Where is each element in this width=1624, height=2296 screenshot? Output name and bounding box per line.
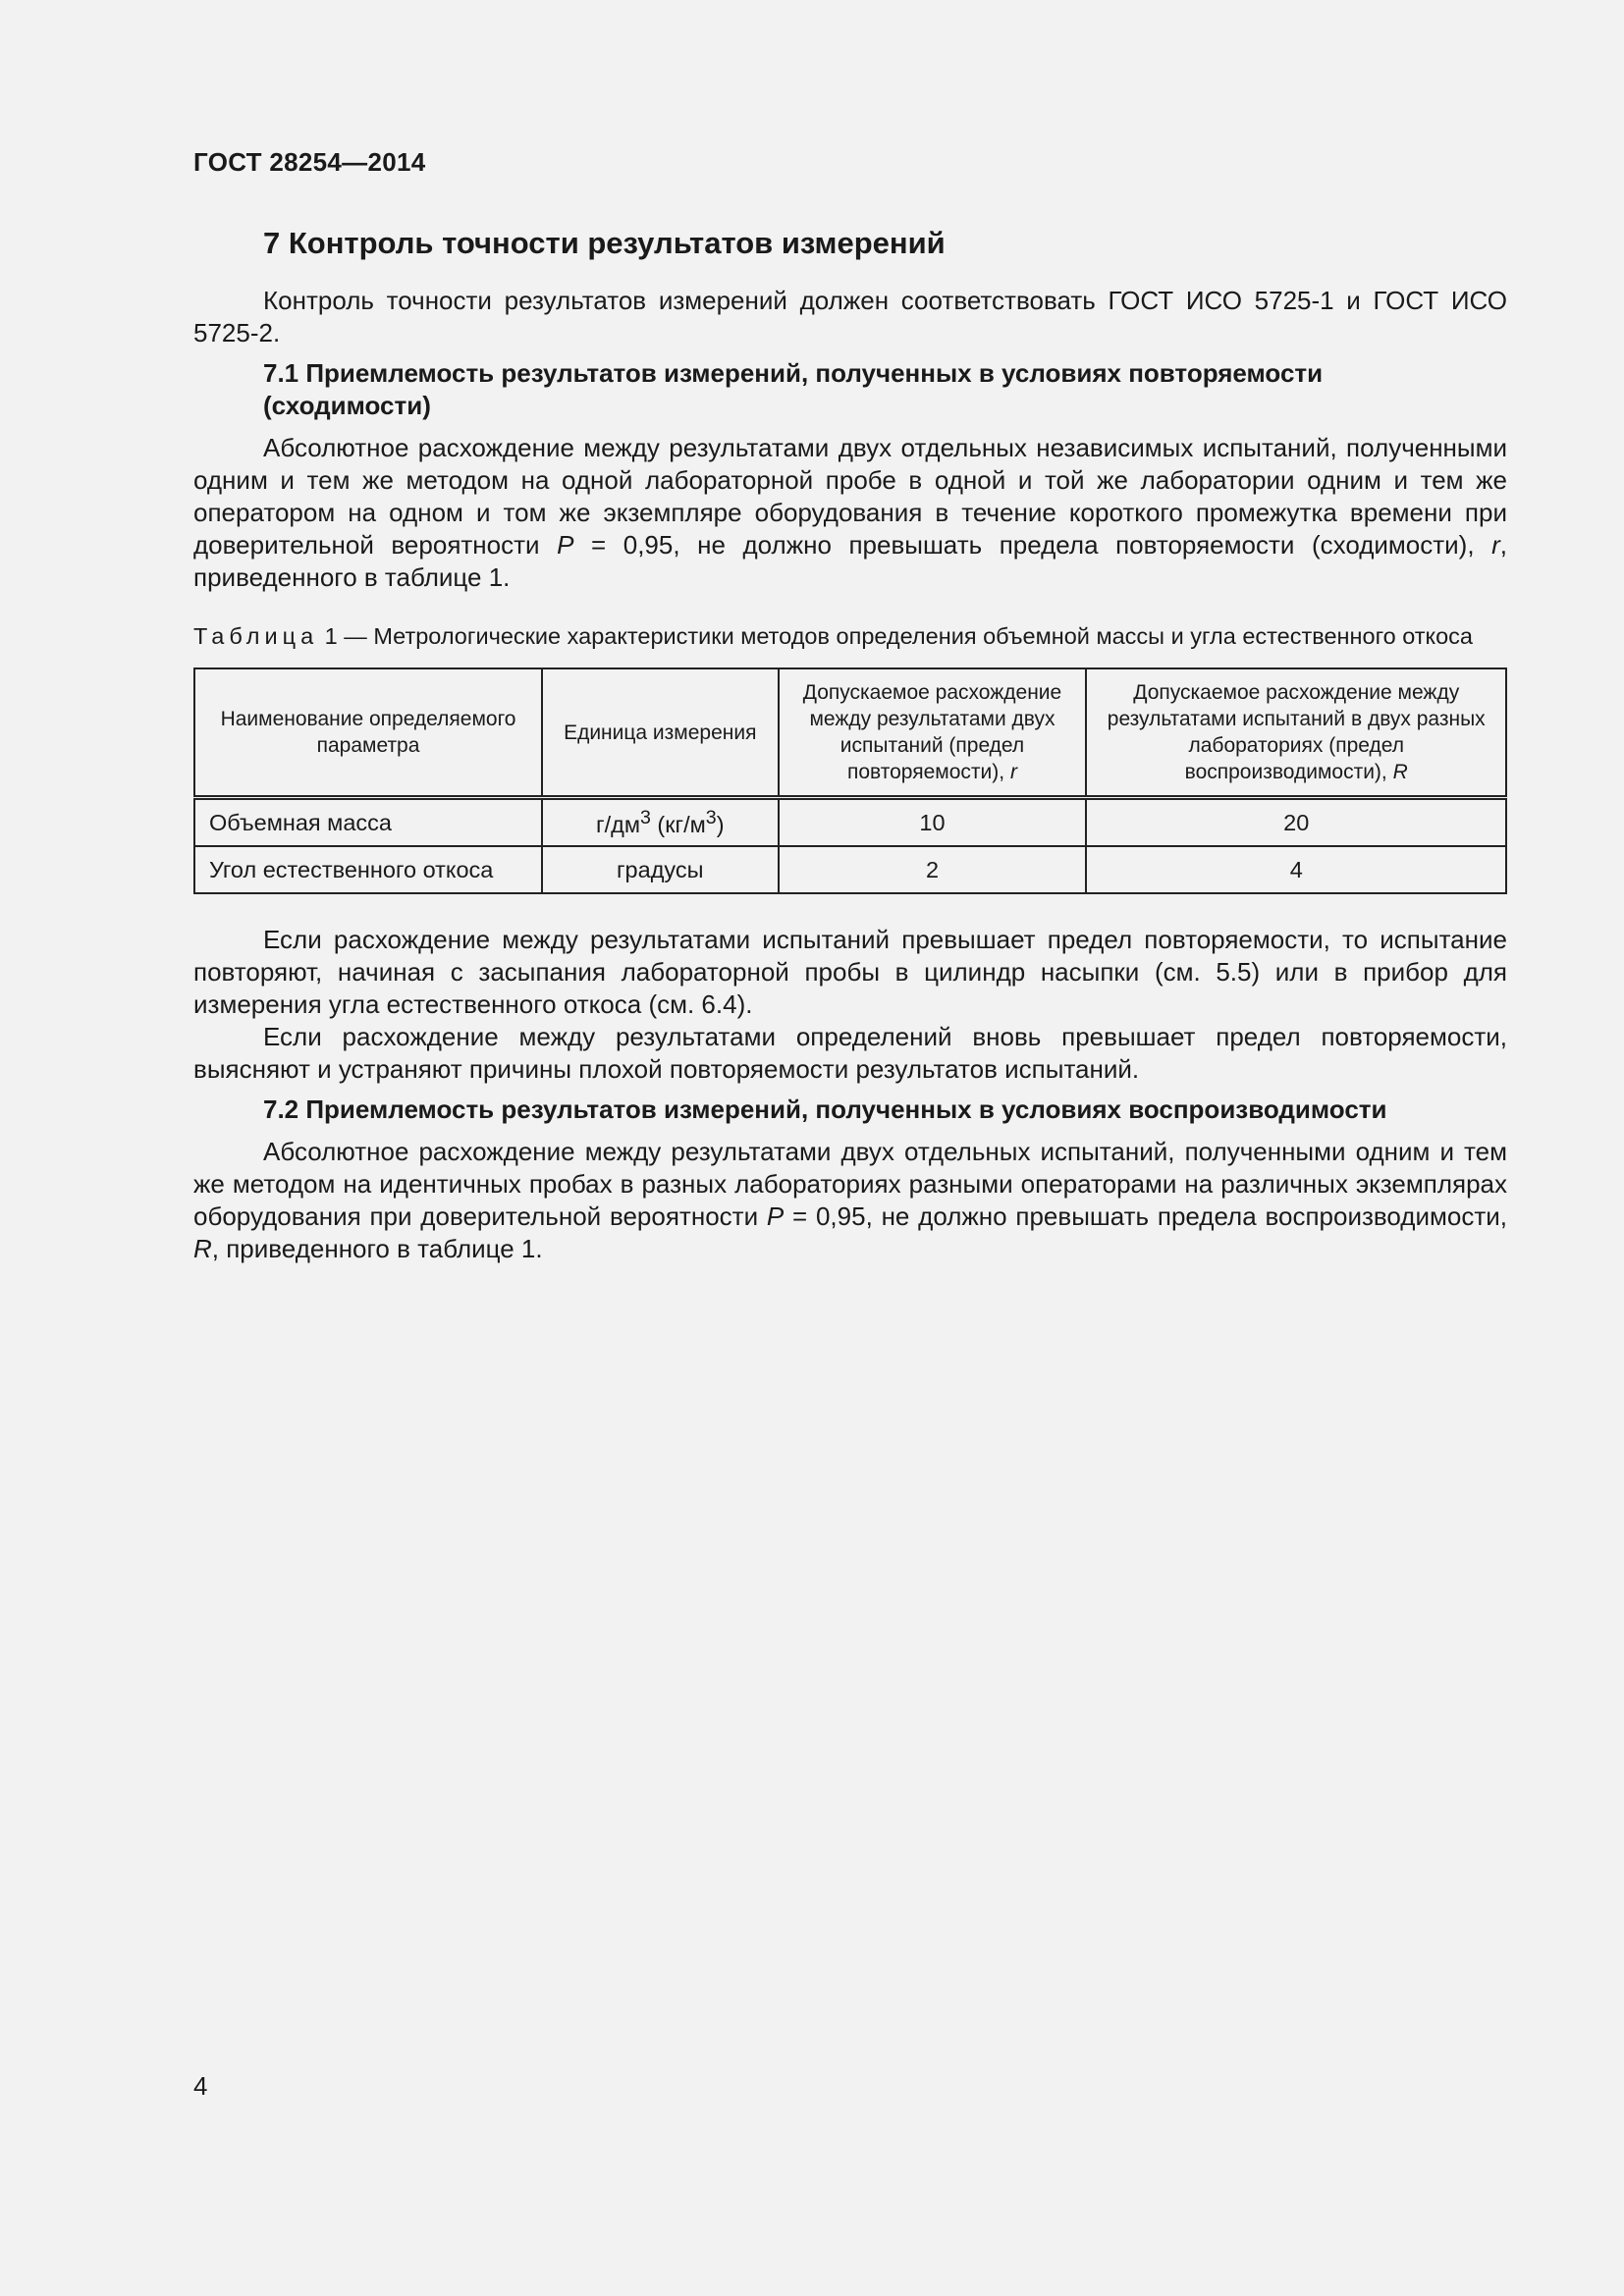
row-reproducibility: 4 [1086, 846, 1506, 893]
header-reproducibility-text: Допускаемое расхождение между результатами испытаний в двух разных лабораториях (предел воспроизводимости), [1107, 681, 1486, 783]
header-repeatability [779, 668, 1087, 798]
section-7-title: 7 Контроль точности результатов измерений [263, 226, 946, 260]
section-7-1-paragraph [193, 432, 1507, 594]
section-7-1-text-end: , приведенного в таблице 1. [193, 530, 1507, 592]
table-1-caption [193, 621, 1507, 652]
table-header-row [194, 668, 1506, 798]
row-unit [542, 798, 778, 847]
after-table-paragraph-1: Если расхождение между результатами испытаний превышает предел повторяемости, то испытание повторяют, начиная с засыпания лабораторной пробы в цилиндр насыпки (см. 5.5) или в прибор для измерения угла естественного откоса (см. 6.4). [193, 925, 1507, 1019]
header-repeatability-text: Допускаемое расхождение между результатами двух испытаний (предел повторяемости), [802, 681, 1062, 783]
section-7-1-title-line1: 7.1 Приемлемость результатов измерений, полученных в условиях повторяемости [263, 358, 1324, 388]
header-repeatability-var: r [1009, 761, 1017, 783]
after-table-paragraph-2: Если расхождение между результатами определений вновь превышает предел повторяемости, выясняют и устраняют причины плохой повторяемости результатов испытаний. [193, 1022, 1507, 1084]
unit-superscript: 3 [640, 807, 651, 829]
section-7-1-text-mid: = 0,95, не должно превышать предела повторяемости (сходимости), [573, 530, 1492, 560]
section-7-1-text: Абсолютное расхождение между результатами двух отдельных независимых испытаний, полученными одним и тем же методом на одной лабораторной пробе в одной и той же лаборатории одним и тем же оператором на одном и том же экземпляре оборудования в течение короткого промежутка времени при доверительной вероятности [193, 433, 1507, 560]
row-name: Угол естественного откоса [194, 846, 542, 893]
header-param: Наименование определяемого параметра [194, 668, 542, 798]
page-number: 4 [193, 2071, 208, 2101]
section-7-1-title-line2: (сходимости) [263, 391, 431, 420]
section-7-2-text-mid: = 0,95, не должно превышать предела воспроизводимости, [784, 1201, 1507, 1231]
table-row [194, 846, 1506, 893]
table-caption-label: Таблица [193, 623, 319, 649]
variable-R: R [193, 1234, 212, 1263]
unit-part: (кг/м [650, 811, 706, 837]
header-unit: Единица измерения [542, 668, 778, 798]
table-1 [193, 667, 1507, 894]
section-7-intro: Контроль точности результатов измерений должен соответствовать ГОСТ ИСО 5725-1 и ГОСТ ИСО 5725-2. [193, 286, 1507, 347]
row-name: Объемная масса [194, 798, 542, 847]
page-content [193, 222, 1507, 1265]
section-7-1-title [193, 357, 1507, 422]
header-reproducibility [1086, 668, 1506, 798]
table-row [194, 798, 1506, 847]
header-reproducibility-var: R [1392, 761, 1408, 783]
unit-part: г/дм [596, 811, 640, 837]
section-7-2-paragraph [193, 1136, 1507, 1265]
section-7-2-text-end: , приведенного в таблице 1. [211, 1234, 543, 1263]
unit-superscript: 3 [705, 807, 717, 829]
row-reproducibility: 20 [1086, 798, 1506, 847]
row-unit: градусы [542, 846, 778, 893]
variable-p: P [557, 530, 574, 560]
section-7-2-text: Абсолютное расхождение между результатами двух отдельных испытаний, полученными одним и тем же методом на идентичных пробах в разных лабораториях разными операторами на различных экземплярах оборудования при доверительной вероятности [193, 1137, 1507, 1231]
row-repeatability: 10 [779, 798, 1087, 847]
table-caption-text: 1 — Метрологические характеристики методов определения объемной массы и угла естественного откоса [318, 623, 1473, 649]
document-code: ГОСТ 28254—2014 [193, 147, 426, 177]
row-repeatability: 2 [779, 846, 1087, 893]
variable-r: r [1491, 530, 1500, 560]
unit-part: ) [716, 811, 725, 837]
variable-p: P [766, 1201, 785, 1231]
section-7-2-title: 7.2 Приемлемость результатов измерений, полученных в условиях воспроизводимости [263, 1095, 1387, 1124]
